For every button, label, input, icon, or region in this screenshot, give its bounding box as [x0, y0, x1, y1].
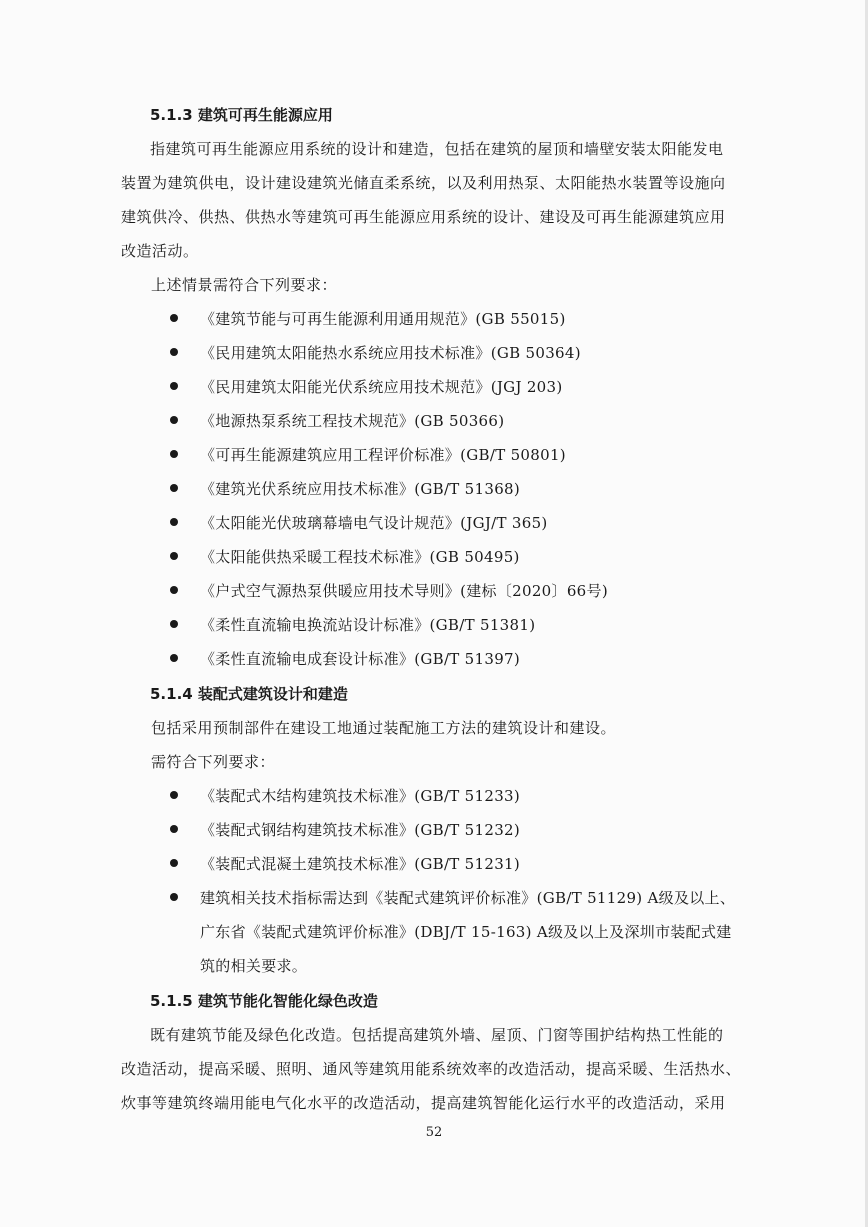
paragraph-line: 改造活动，提高采暖、照明、通风等建筑用能系统效率的改造活动，提高采暖、生活热水、 [121, 1060, 742, 1078]
bullet-icon [170, 348, 178, 356]
paragraph-line: 指建筑可再生能源应用系统的设计和建造，包括在建筑的屋顶和墙壁安装太阳能发电 [150, 140, 724, 158]
bullet-icon [170, 825, 178, 833]
bullet-icon [170, 893, 178, 901]
bullet-icon [170, 450, 178, 458]
requirement-intro: 需符合下列要求： [151, 753, 276, 771]
document-page: 5.1.3 建筑可再生能源应用 指建筑可再生能源应用系统的设计和建造，包括在建筑的屋顶和墙壁安装太阳能发电 装置为建筑供电，设计建设建筑光储直柔系统，以及利用热泵、太阳能热水装置等设施向 建筑供冷、供热、供热水等建筑可再生能源应用系统的设计、建设及可再生能源建筑应用 改造活动。 上述情景需符合下列要求： 《建筑节能与可再生能源利用通用规范》(GB 55015) 《民用建筑太阳能热水系统应用技术标准》(GB 50364) 《民用建筑太阳能光伏系统应用技术规范》(JGJ 203) 《地源热泵系统工程技术规范》(GB 50366) 《可再生能源建筑应用工程评价标准》(GB/T 50801) 《建筑光伏系统应用技术标准》(GB/T 51368) 《太阳能光伏玻璃幕墙电气设计规范》(JGJ/T 365) 《太阳能供热采暖工程技术标准》(GB 50495) 《户式空气源热泵供暖应用技术导则》(建标〔2020〕66号) 《柔性直流输电换流站设计标准》(GB/T 51381) 《柔性直流输电成套设计标准》(GB/T 51397) 5.1.4 装配式建筑设计和建造 包括采用预制部件在建设工地通过装配施工方法的建筑设计和建设。 需符合下列要求： 《装配式木结构建筑技术标准》(GB/T 51233) 《装配式钢结构建筑技术标准》(GB/T 51232) 《装配式混凝土建筑技术标准》(GB/T 51231) 建筑相关技术指标需达到《装配式建筑评价标准》(GB/T 51129) A级及以上、 广东省《装配式建筑评价标准》(DBJ/T 15-163) A级及以上及深圳市装配式建 筑的相关要求。 5.1.5 建筑节能化智能化绿色改造 既有建筑节能及绿色化改造。包括提高建筑外墙、屋顶、门窗等围护结构热工性能的 改造活动，提高采暖、照明、通风等建筑用能系统效率的改造活动，提高采暖、生活热水、 炊事等建筑终端用能电气化水平的改造活动，提高建筑智能化运行水平的改造活动，采用 52 [0, 0, 868, 1227]
list-item-line: 筑的相关要求。 [200, 957, 308, 975]
bullet-icon [170, 859, 178, 867]
page-number: 52 [425, 1125, 443, 1140]
section-heading-5-1-5: 5.1.5 建筑节能化智能化绿色改造 [150, 992, 378, 1010]
bullet-icon [170, 586, 178, 594]
paragraph-line: 炊事等建筑终端用能电气化水平的改造活动，提高建筑智能化运行水平的改造活动，采用 [121, 1094, 726, 1112]
paragraph-line: 改造活动。 [121, 242, 199, 260]
bullet-icon [170, 518, 178, 526]
list-item-line: 广东省《装配式建筑评价标准》(DBJ/T 15-163) A级及以上及深圳市装配式建 [200, 923, 732, 941]
requirement-intro: 上述情景需符合下列要求： [151, 276, 338, 294]
bullet-icon [170, 314, 178, 322]
bullet-icon [170, 654, 178, 662]
bullet-icon [170, 620, 178, 628]
bullet-icon [170, 382, 178, 390]
paragraph-line: 装置为建筑供电，设计建设建筑光储直柔系统，以及利用热泵、太阳能热水装置等设施向 [121, 174, 726, 192]
list-item-line: 建筑相关技术指标需达到《装配式建筑评价标准》(GB/T 51129) A级及以上、 [200, 889, 736, 907]
bullet-icon [170, 552, 178, 560]
section-heading-5-1-4: 5.1.4 装配式建筑设计和建造 [150, 685, 348, 703]
section-heading-5-1-3: 5.1.3 建筑可再生能源应用 [150, 106, 333, 124]
bullet-icon [170, 484, 178, 492]
bullet-icon [170, 791, 178, 799]
paragraph-line: 包括采用预制部件在建设工地通过装配施工方法的建筑设计和建设。 [151, 719, 617, 737]
bullet-icon [170, 416, 178, 424]
paragraph-line: 既有建筑节能及绿色化改造。包括提高建筑外墙、屋顶、门窗等围护结构热工性能的 [150, 1026, 724, 1044]
paragraph-line: 建筑供冷、供热、供热水等建筑可再生能源应用系统的设计、建设及可再生能源建筑应用 [121, 208, 726, 226]
